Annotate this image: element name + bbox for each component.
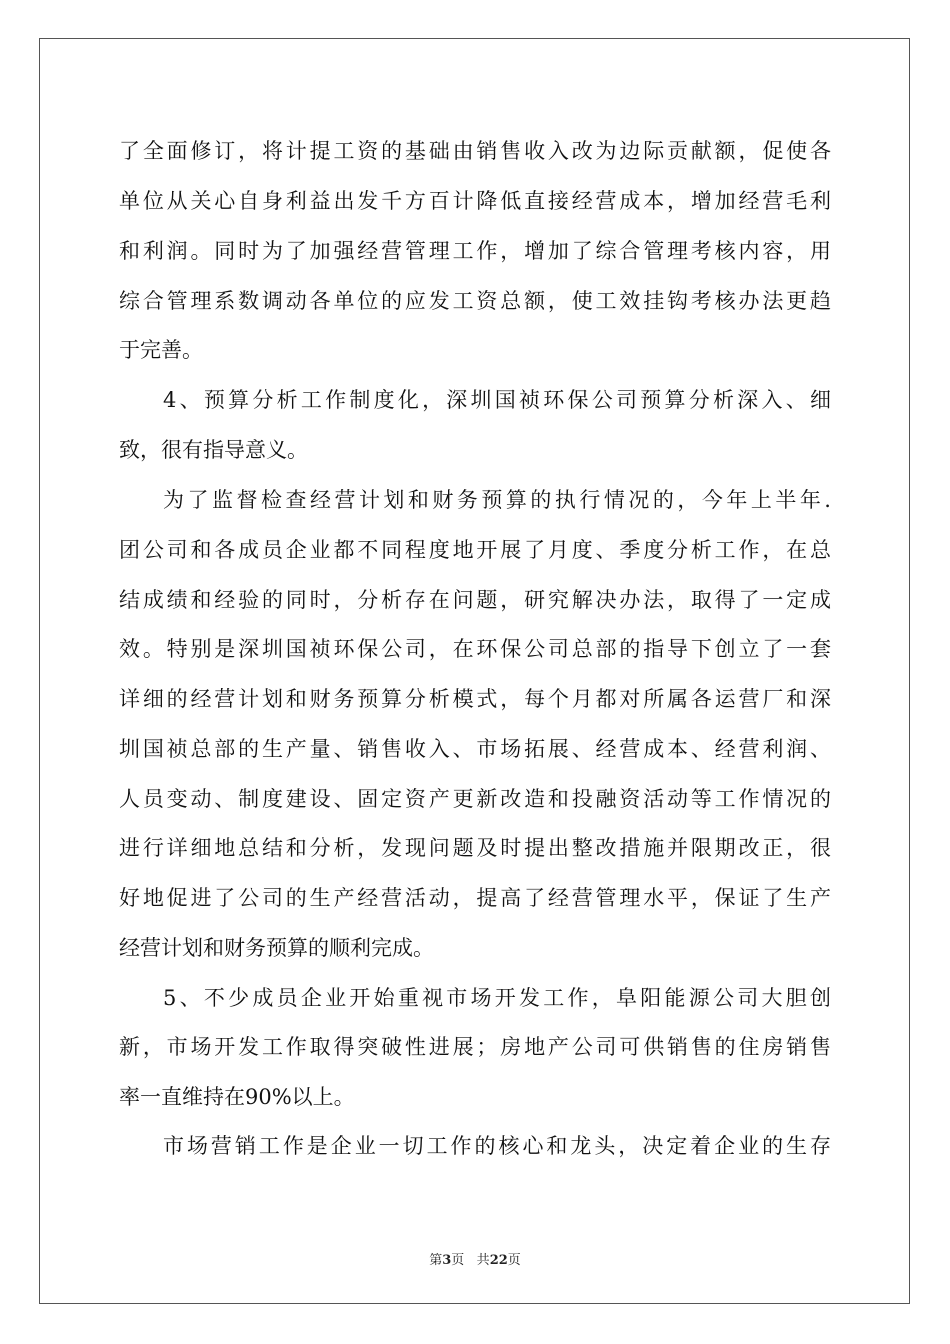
text-line: 于完善。 — [119, 338, 203, 362]
text-line: 了全面修订，将计提工资的基础由销售收入改为边际贡献额，促使各 — [119, 139, 831, 163]
text-line: 单位从关心自身利益出发千方百计降低直接经营成本，增加经营毛利 — [119, 189, 831, 213]
text-line: 圳国祯总部的生产量、销售收入、市场拓展、经营成本、经营利润、 — [119, 737, 831, 761]
text-line: 市场营销工作是企业一切工作的核心和龙头，决定着企业的生存 — [163, 1134, 831, 1158]
text-line: 5、不少成员企业开始重视市场开发工作，阜阳能源公司大胆创 — [163, 986, 831, 1010]
footer-total-prefix: 共 — [476, 1253, 490, 1268]
page-number: 3 — [442, 1253, 452, 1268]
footer-page-unit: 页 — [451, 1253, 465, 1268]
text-line: 进行详细地总结和分析，发现问题及时提出整改措施并限期改正，很 — [119, 836, 831, 860]
total-pages: 22 — [489, 1253, 508, 1268]
footer-total-unit: 页 — [507, 1253, 521, 1268]
text-line: 结成绩和经验的同时，分析存在问题，研究解决办法，取得了一定成 — [119, 588, 831, 612]
text-line: 效。特别是深圳国祯环保公司，在环保公司总部的指导下创立了一套 — [119, 637, 831, 661]
footer-prefix: 第 — [429, 1253, 443, 1268]
text-line: 4、预算分析工作制度化，深圳国祯环保公司预算分析深入、细 — [163, 388, 831, 412]
text-line: 好地促进了公司的生产经营活动，提高了经营管理水平，保证了生产 — [119, 886, 831, 910]
text-line: 致，很有指导意义。 — [119, 438, 308, 462]
text-line: 团公司和各成员企业都不同程度地开展了月度、季度分析工作，在总 — [119, 538, 831, 562]
text-line: 为了监督检查经营计划和财务预算的执行情况的，今年上半年. — [163, 488, 831, 512]
text-line: 率一直维持在90%以上。 — [119, 1085, 355, 1109]
page-footer — [0, 1249, 950, 1268]
text-line: 综合管理系数调动各单位的应发工资总额，使工效挂钩考核办法更趋 — [119, 289, 831, 313]
text-line: 人员变动、制度建设、固定资产更新改造和投融资活动等工作情况的 — [119, 787, 831, 811]
text-line: 经营计划和财务预算的顺利完成。 — [119, 936, 434, 960]
text-line: 新，市场开发工作取得突破性进展；房地产公司可供销售的住房销售 — [119, 1035, 831, 1059]
text-line: 和利润。同时为了加强经营管理工作，增加了综合管理考核内容，用 — [119, 239, 831, 263]
text-line: 详细的经营计划和财务预算分析模式，每个月都对所属各运营厂和深 — [119, 687, 831, 711]
